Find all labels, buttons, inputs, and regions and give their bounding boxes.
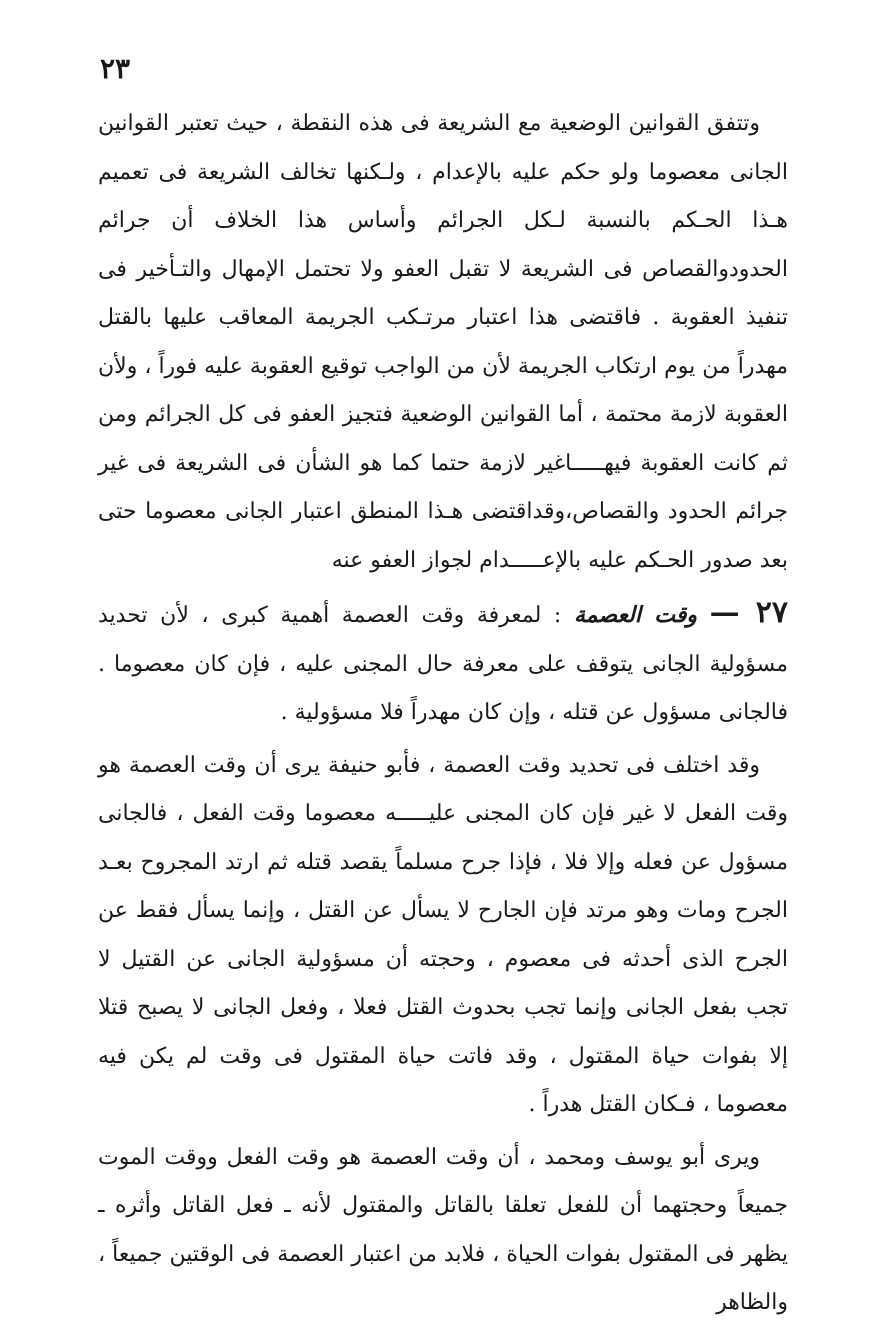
paragraph-4: ويرى أبو يوسف ومحمد ، أن وقت العصمة هو وقت الفعل ووقت الموت جميعاً وحجتهما أن للفعل تعلقا بالقاتل والمقتول لأنه ـ فعل القاتل وأثره ـ يظهر فى المقتول بفوات الحياة ، فلابد من اعتبار العصمة فى الوقتين جميعاً ، والظاهر [98,1144,788,1315]
section-number: ٢٧ — [709,595,788,630]
body-text [98,100,788,1328]
paragraph-3: وقد اختلف فى تحديد وقت العصمة ، فأبو حنيفة يرى أن وقت العصمة هو وقت الفعل لا غير فإن كان المجنى عليـــــه معصوما وقت الفعل ، فالجانى مسؤول عن فعله وإلا فلا ، فإذا جرح مسلماً يقصد قتله ثم ارتد المجروح بعـد الجرح ومات وهو مرتد فإن الجارح لا يسأل عن القتل ، وإنما يسأل فقط عن الجرح الذى أحدثه فى معصوم ، وحجته أن مسؤولية الجانى عن القتيل لا تجب بفعل الجانى وإنما تجب بحدوث القتل فعلا ، وفعل الجانى لا يصبح قتلا إلا بفوات حياة المقتول ، وقد فاتت حياة المقتول فى وقت لم يكن فيه معصوما ، فـكان القتل هدراً . [98,752,788,1117]
section-title: وقت العصمة [573,602,698,628]
page-number: ٢٣ [100,52,131,85]
paragraph-2-section-27 [98,589,788,738]
paragraph-1: وتتفق القوانين الوضعية مع الشريعة فى هذه النقطة ، حيث تعتبر القوانين الجانى معصوما ولو حكم عليه بالإعدام ، ولـكنها تخالف الشريعة فى تعميم هـذا الحـكم بالنسبة لـكل الجرائم وأساس هذا الخلاف أن جرائم الحدودوالقصاص فى الشريعة لا تقبل العفو ولا تحتمل الإمهال والتـأخير فى تنفيذ العقوبة . فاقتضى هذا اعتبار مرتـكب الجريمة المعاقب عليها بالقتل مهدراً من يوم ارتكاب الجريمة لأن من الواجب توقيع العقوبة عليه فوراً ، ولأن العقوبة لازمة محتمة ، أما القوانين الوضعية فتجيز العفو فى كل الجرائم ومن ثم كانت العقوبة فيهـــــاغير لازمة حتما كما هو الشأن فى الشريعة فى غير جرائم الحدود والقصاص،وقداقتضى هـذا المنطق اعتبار الجانى معصوما حتى بعد صدور الحـكم عليه بالإعـــــدام لجواز العفو عنه [98,111,789,573]
section-text: : لمعرفة وقت العصمة أهمية كبرى ، لأن تحديد مسؤولية الجانى يتوقف على معرفة حال المجنى عليه ، فإن كان معصوما . فالجانى مسؤول عن قتله ، وإن كان مهدراً فلا مسؤولية . [98,603,788,725]
